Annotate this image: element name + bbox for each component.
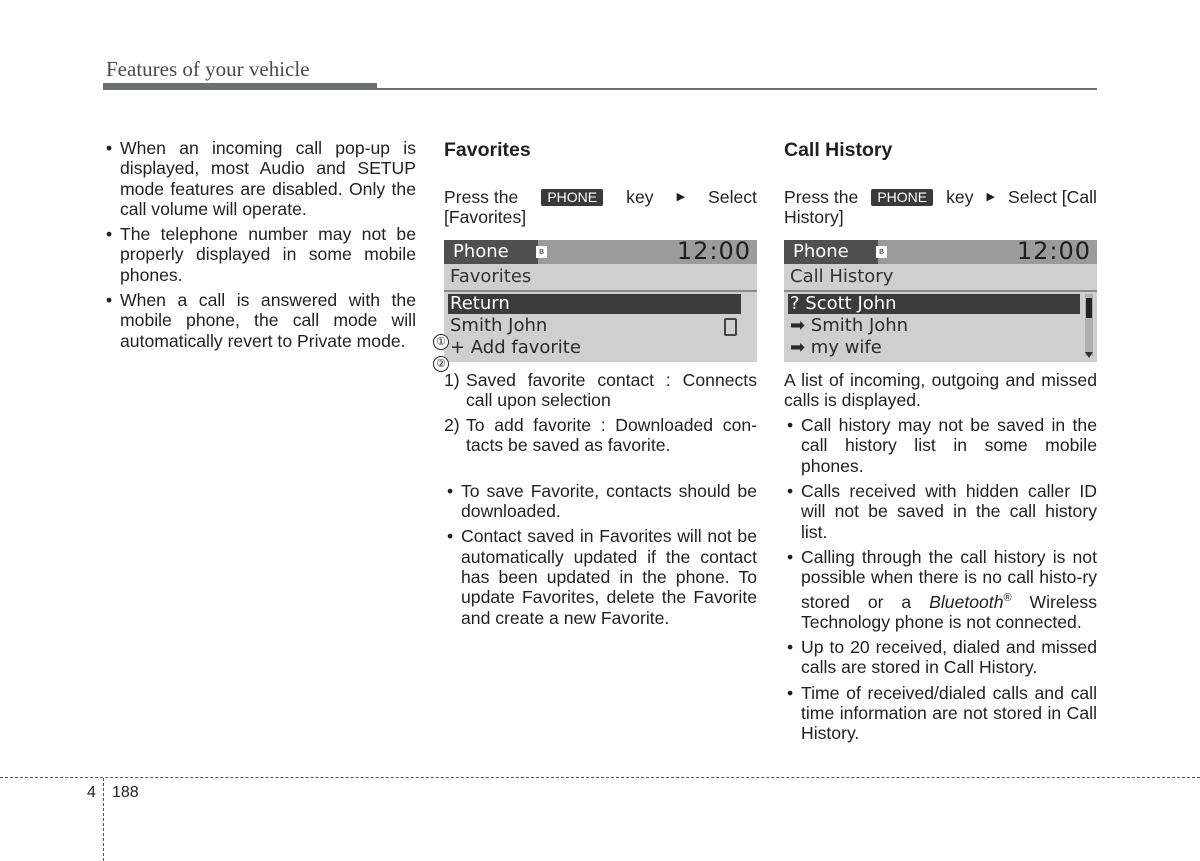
callout-1: ①	[433, 334, 449, 350]
header-title: Features of your vehicle	[106, 57, 310, 81]
callout-2: ②	[433, 356, 449, 372]
screen-clock: 12:00	[1016, 239, 1091, 265]
instruction-line	[784, 187, 1097, 207]
list-item	[784, 547, 1097, 632]
list-item: • When a call is answered with the mobile phone, the call mode will automatically revert to Private mode.	[103, 290, 416, 351]
bullet-list	[103, 138, 416, 351]
instruction-text: key	[946, 187, 974, 207]
section-heading: Call History	[784, 139, 893, 161]
screen-row-outgoing-call: ➡ my wife	[790, 336, 882, 358]
screen-divider	[784, 290, 1097, 292]
screen-row-add-favorite: + Add favorite	[450, 336, 581, 358]
list-item: • Time of received/dialed calls and call time information are not stored in Call History.	[784, 683, 1097, 744]
column-favorites	[444, 138, 757, 633]
call-history-screen	[784, 240, 1097, 362]
arrow-right-icon: ▶	[986, 191, 995, 203]
bullet-list	[784, 415, 1097, 743]
instruction-text: Press the	[784, 187, 859, 207]
list-item: • Call history may not be saved in the call history list in some mobile phones.	[784, 415, 1097, 476]
item-text: Calling through the call history is not possible when there is no call histo-ry stored or a	[801, 546, 1097, 612]
screen-row-outgoing-call: ➡ Smith John	[790, 314, 909, 336]
intro-paragraph: A list of incoming, outgoing and missed calls is displayed.	[784, 369, 1097, 410]
item-text: To add favorite : Downloaded con-tacts be saved as favorite.	[466, 415, 757, 456]
footer-vertical-rule	[103, 778, 104, 861]
screen-clock: 12:00	[676, 239, 751, 265]
bluetooth-icon: ʙ	[536, 246, 547, 258]
favorites-screen	[444, 240, 757, 362]
phone-key-button: PHONE	[871, 189, 933, 206]
bluetooth-term: Bluetooth	[929, 591, 1004, 612]
list-item: • To save Favorite, contacts should be downloaded.	[444, 481, 757, 522]
screen-app-label: Phone	[793, 240, 849, 262]
arrow-right-icon: ▶	[676, 191, 686, 203]
instruction-text: Select [Call	[1007, 187, 1097, 207]
phone-icon	[724, 318, 737, 336]
item-text: Saved favorite contact : Connects call upon selection	[466, 369, 757, 410]
registered-mark: ®	[1003, 591, 1012, 604]
section-heading: Favorites	[444, 139, 531, 161]
screen-row-return: Return	[450, 292, 510, 314]
item-text: Wireless Technology phone is not connected.	[801, 591, 1097, 632]
instruction-target: [Favorites]	[444, 207, 527, 228]
item-number: 2)	[444, 415, 460, 436]
instruction-target: History]	[784, 207, 844, 228]
instruction-text: Select	[708, 187, 757, 207]
column-call-history	[784, 138, 1097, 749]
header-rule-thin	[377, 88, 1097, 90]
instruction-text: Press the	[444, 187, 519, 207]
screen-row-missed-call: ? Scott John	[790, 292, 897, 314]
instruction-text: key	[626, 187, 654, 207]
screen-title: Call History	[790, 265, 894, 287]
scrollbar-thumb	[1086, 298, 1092, 318]
list-item: • When an incoming call pop-up is displayed, most Audio and SETUP mode features are disabled. Only the call volume will operate.	[103, 138, 416, 219]
bullet-list	[444, 481, 757, 628]
list-item: • Up to 20 received, dialed and missed calls are stored in Call History.	[784, 637, 1097, 678]
numbered-list	[444, 370, 757, 456]
chapter-number: 4	[87, 784, 96, 801]
screen-row-contact: Smith John	[450, 314, 548, 336]
list-item	[444, 415, 757, 456]
item-number: 1)	[444, 369, 460, 390]
list-item	[444, 370, 757, 411]
screen-app-label: Phone	[453, 240, 509, 262]
phone-key-button: PHONE	[541, 189, 603, 206]
page-number: 188	[112, 784, 139, 801]
instruction-line	[444, 187, 757, 207]
screen-title: Favorites	[450, 265, 532, 287]
scroll-down-icon	[1085, 352, 1093, 358]
list-item: • Contact saved in Favorites will not be automatically updated if the contact has been updated in the phone. To update Favorites, delete the Favorite and create a new Favorite.	[444, 526, 757, 627]
list-item: • Calls received with hidden caller ID will not be saved in the call history list.	[784, 481, 1097, 542]
bluetooth-icon: ʙ	[876, 246, 887, 258]
footer-rule	[0, 777, 1200, 778]
column-1	[103, 138, 416, 356]
screen-divider	[444, 290, 757, 292]
list-item: • The telephone number may not be properly displayed in some mobile phones.	[103, 224, 416, 285]
header-rule-thick	[103, 83, 377, 90]
